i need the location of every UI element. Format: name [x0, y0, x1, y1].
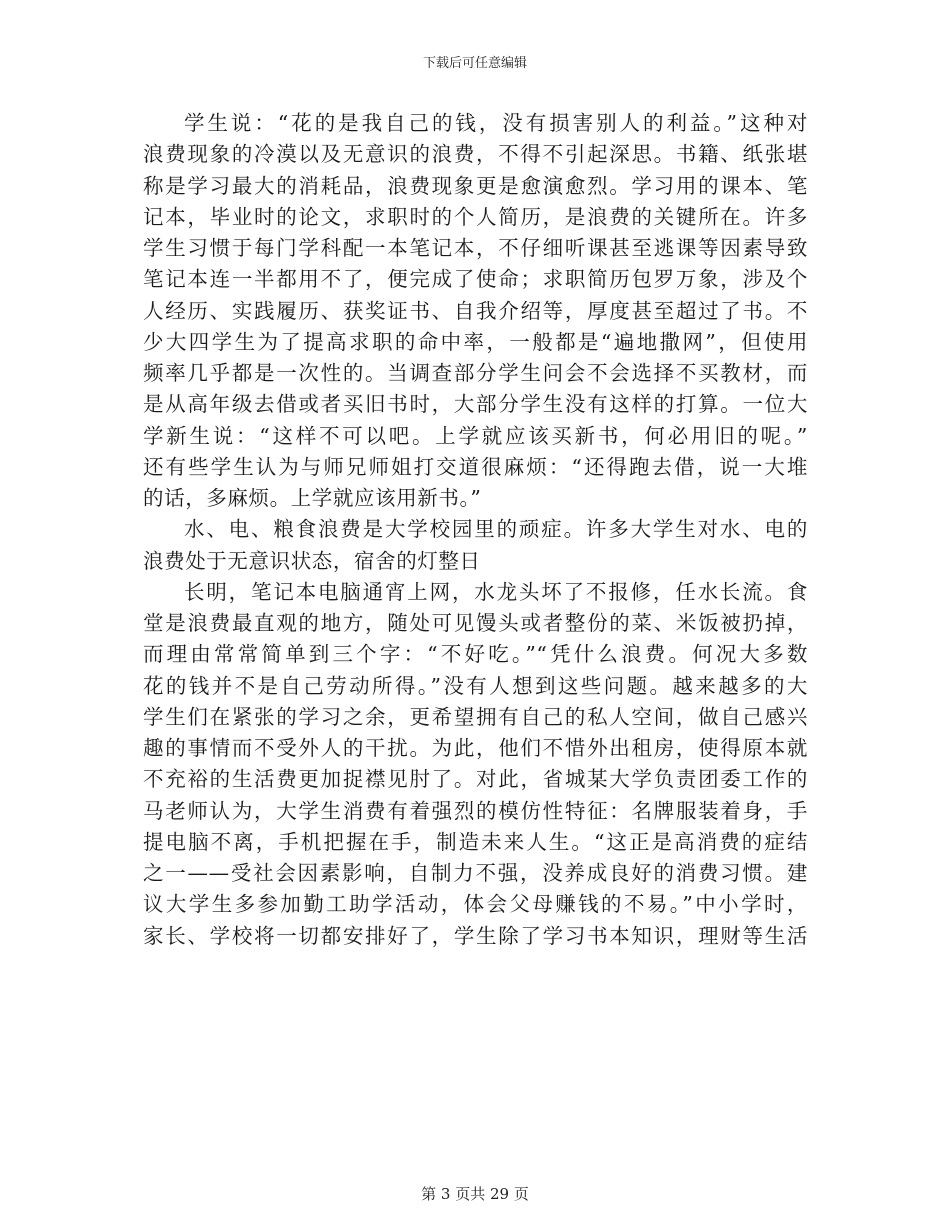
- text-line: 堂是浪费最直观的地方，随处可见馒头或者整份的菜、米饭被扔掉，: [143, 611, 808, 635]
- text-line: 浪费处于无意识状态，宿舍的灯整日: [143, 548, 481, 573]
- text-line: 提电脑不离，手机把握在手，制造未来人生。“这正是高消费的症结: [143, 829, 808, 854]
- text-line: 学生们在紧张的学习之余，更希望拥有自己的私人空间，做自己感兴: [143, 704, 808, 729]
- text-line: 少大四学生为了提高求职的命中率，一般都是“遍地撒网”，但使用: [143, 329, 808, 354]
- paragraph-2: [143, 514, 808, 577]
- text-line: 之一——受社会因素影响，自制力不强，没养成良好的消费习惯。建: [143, 861, 808, 885]
- page-header: 下载后可任意编辑: [422, 56, 527, 71]
- text-line: 称是学习最大的消耗品，浪费现象更是愈演愈烈。学习用的课本、笔: [143, 173, 808, 198]
- text-line: 学生说：“花的是我自己的钱，没有损害别人的利益。”这种对: [184, 111, 808, 135]
- paragraph-3: [143, 577, 808, 952]
- text-line: 记本，毕业时的论文，求职时的个人简历，是浪费的关键所在。许多: [143, 204, 808, 229]
- page-footer: 第 3 页共 29 页: [421, 1185, 529, 1203]
- text-line: 长明，笔记本电脑通宵上网，水龙头坏了不报修，任水长流。食: [184, 579, 808, 604]
- text-line: 的话，多麻烦。上学就应该用新书。”: [143, 486, 482, 510]
- text-line: 还有些学生认为与师兄师姐打交道很麻烦：“还得跑去借，说一大堆: [143, 454, 808, 479]
- text-line: 学新生说：“这样不可以吧。上学就应该买新书，何必用旧的呢。”: [143, 423, 808, 448]
- text-line: 水、电、粮食浪费是大学校园里的顽症。许多大学生对水、电的: [184, 517, 808, 542]
- text-line: 家长、学校将一切都安排好了，学生除了学习书本知识，理财等生活: [143, 923, 808, 948]
- document-body: [143, 108, 808, 952]
- text-line: 而理由常常简单到三个字：“不好吃。”“凭什么浪费。何况大多数: [143, 642, 808, 667]
- text-line: 学生习惯于每门学科配一本笔记本，不仔细听课甚至逃课等因素导致: [143, 236, 808, 260]
- text-line: 议大学生多参加勤工助学活动，体会父母赚钱的不易。”中小学时，: [143, 892, 808, 917]
- text-line: 不充裕的生活费更加捉襟见肘了。对此，省城某大学负责团委工作的: [143, 767, 808, 792]
- text-line: 马老师认为，大学生消费有着强烈的模仿性特征：名牌服装着身，手: [143, 798, 808, 823]
- text-line: 趣的事情而不受外人的干扰。为此，他们不惜外出租房，使得原本就: [143, 736, 808, 760]
- text-line: 频率几乎都是一次性的。当调查部分学生问会不会选择不买教材，而: [143, 361, 808, 385]
- text-line: 是从高年级去借或者买旧书时，大部分学生没有这样的打算。一位大: [143, 392, 808, 417]
- text-line: 花的钱并不是自己劳动所得。”没有人想到这些问题。越来越多的大: [143, 673, 808, 698]
- paragraph-1: [143, 108, 808, 514]
- text-line: 浪费现象的冷漠以及无意识的浪费，不得不引起深思。书籍、纸张堪: [143, 142, 808, 167]
- text-line: 人经历、实践履历、获奖证书、自我介绍等，厚度甚至超过了书。不: [143, 298, 808, 323]
- text-line: 笔记本连一半都用不了，便完成了使命；求职简历包罗万象，涉及个: [143, 267, 808, 292]
